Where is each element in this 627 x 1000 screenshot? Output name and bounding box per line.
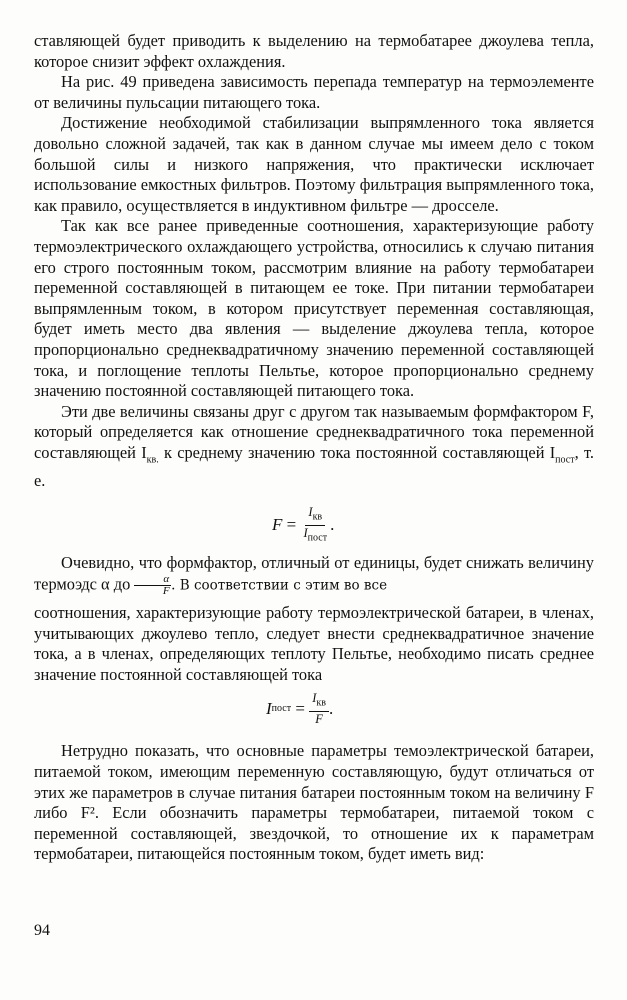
paragraph: На рис. 49 приведена зависимость перепада температур на термоэлементе от величины пульсации питающего тока. (34, 72, 594, 112)
paragraph: Очевидно, что формфактор, отличный от единицы, будет снижать величину термоэдс α до $\frac{\alpha}{F}$ . В соответствии с этим во все (34, 553, 594, 597)
formula-mean-current: I пост = $\frac{I_{кв}}{F}$ . (266, 691, 334, 726)
paragraph: соотношения, характеризующие работу термоэлектрической батареи, в членах, учитывающих джоулево тепло, следует внести среднеквадратичное значение тока, а в членах, определяющих теплоту Пельтье, необходимо писать среднее значение постоянной составляющей тока (34, 602, 594, 684)
formula-formfactor: F = $\frac{I_{кв}}{I_{пост}}$ . (272, 505, 335, 544)
page-number: 94 (34, 922, 50, 939)
page-body (34, 31, 594, 865)
paragraph: ставляющей будет приводить к выделению на термобатарее джоулева тепла, которое снизит эффект охлаждения. (34, 31, 594, 71)
paragraph: Достижение необходимой стабилизации выпрямленного тока является довольно сложной задачей, так как в данном случае мы имеем дело с током большой силы и низкого напряжения, что практически исключает использование емкостных фильтров. Поэтому фильтрация выпрямленного тока, как правило, осуществляется в индуктивном фильтре — дросселе. (34, 113, 594, 215)
paragraph: Эти две величины связаны друг с другом так называемым формфактором F, который определяется как отношение среднеквадратичного тока переменной составляющей $I_{кв.}$ к среднему значению тока постоянной составляющей $I_{пост}$, т. е. (34, 401, 594, 490)
paragraph: Так как все ранее приведенные соотношения, характеризующие работу термоэлектрического охлаждающего устройства, относились к случаю питания его строго постоянным током, рассмотрим влияние на работу термобатареи переменной составляющей в питающем ее токе. При питании термобатареи выпрямленным током, в котором присутствует переменная составляющая, будет иметь место два явления — выделение джоулева тепла, которое пропорционально среднеквадратичному значению переменной составляющей тока, и поглощение теплоты Пельтье, которое пропорционально среднему значению постоянной составляющей питающего тока. (34, 216, 594, 401)
paragraph: Нетрудно показать, что основные параметры темоэлектрической батареи, питаемой током, имеющим переменную составляющую, будут отличаться от этих же параметров в случае питания батареи постоянным током на величину F либо F². Если обозначить параметры термобатареи, питаемой током с переменной составляющей, звездочкой, то отношение их к параметрам термобатареи, питающейся постоянным током, будет иметь вид: (34, 741, 594, 864)
